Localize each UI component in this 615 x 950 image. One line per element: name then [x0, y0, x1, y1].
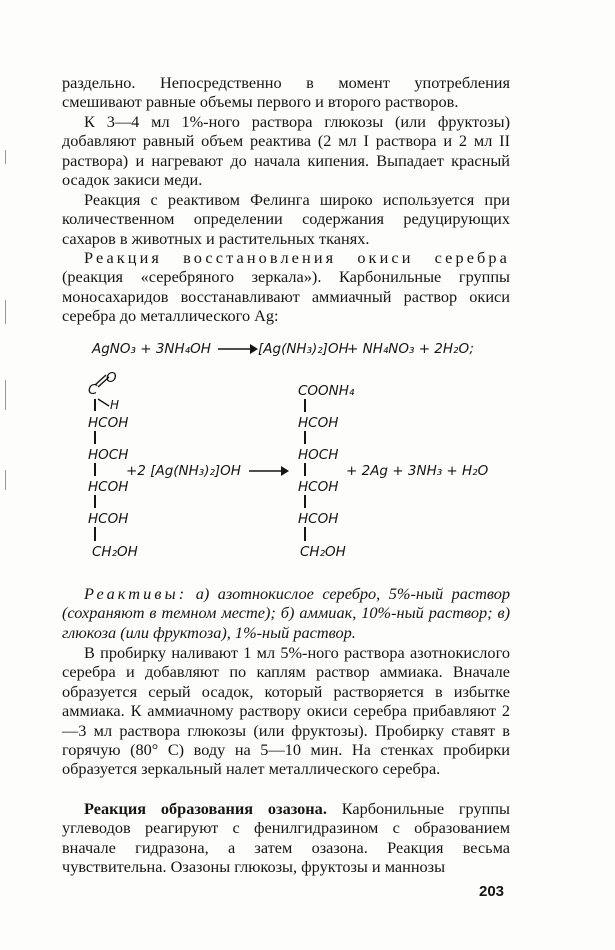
reagents-label: Реактивы: — [84, 584, 188, 603]
gluconate-row-2: HCOH — [298, 415, 339, 431]
gluconate-row-1: COONH₄ — [298, 383, 355, 399]
glucose-h: H — [110, 398, 120, 412]
bond-to-h-icon — [97, 398, 111, 408]
bond — [94, 463, 96, 476]
eq1-arrow-icon — [216, 342, 258, 356]
glucose-row-2: HOCH — [88, 447, 129, 463]
eq1-products: + NH₄NO₃ + 2H₂O; — [347, 341, 474, 357]
scan-artifact — [5, 150, 6, 164]
bond — [94, 495, 96, 508]
glucose-row-5: CH₂OH — [92, 544, 138, 560]
eq1-reactants: AgNO₃ + 3NH₄OH — [92, 341, 211, 357]
bond — [94, 527, 96, 541]
bond — [94, 399, 96, 411]
bond — [304, 399, 306, 412]
eq2-products: + 2Ag + 3NH₃ + H₂O — [346, 463, 489, 479]
scan-artifact — [5, 300, 6, 324]
bond — [304, 431, 306, 444]
bond — [304, 463, 306, 476]
bond — [94, 431, 96, 444]
paragraph-4 — [62, 248, 510, 326]
scan-artifact — [5, 380, 6, 410]
reagents-paragraph — [62, 584, 510, 642]
paragraph-2: К 3—4 мл 1%-ного раствора глюкозы (или фруктозы) добавляют равный объем реактива (2 мл I раствора и 2 мл II раствора) и нагревают до начала кипения. Выпадает красный осадок закиси меди. — [62, 112, 510, 190]
gluconate-row-6: CH₂OH — [300, 544, 346, 560]
page-number: 203 — [479, 883, 505, 900]
glucose-row-1: HCOH — [88, 415, 129, 431]
paragraph-3: Реакция с реактивом Фелинга широко используется при количественном определении содержания редуцирующих сахаров в животных и растительных тканях. — [62, 190, 510, 248]
glucose-row-3: HCOH — [88, 479, 129, 495]
eq1-complex: [Ag(NH₃)₂]OH — [258, 341, 349, 357]
gluconate-row-3: HOCH — [298, 447, 339, 463]
paragraph-6 — [62, 799, 510, 877]
glucose-c1: C — [88, 382, 98, 398]
paragraph-4-body: (реакция «серебряного зеркала»). Карбонильные группы моносахаридов восстанавливают аммиачный раствор окиси серебра до металлического Ag: — [62, 267, 510, 326]
gluconate-row-5: HCOH — [298, 511, 339, 527]
eq2-arrow-icon — [247, 464, 289, 478]
reagents-text: а) азотнокислое серебро, 5%-ный раствор (сохраняют в темном месте); б) аммиак, 10%-ный раствор; в) глюкоза (или фруктоза), 1%-ный раствор. — [62, 584, 510, 642]
section-heading-silver-mirror: Реакция восстановления окиси серебра — [84, 248, 510, 267]
glucose-row-4: HCOH — [88, 511, 129, 527]
bond — [304, 495, 306, 508]
paragraph-1: раздельно. Непосредственно в момент употребления смешивают равные объемы первого и второго растворов. — [62, 73, 510, 112]
paragraph-6-body: Карбонильные группы углеводов реагируют с фенилгидразином с образованием вначале гидразона, а затем озазона. Реакция весьма чувствительна. Озазоны глюкозы, фруктозы и маннозы — [62, 799, 510, 877]
scan-artifact — [5, 470, 6, 490]
eq2-reagent: +2 [Ag(NH₃)₂]OH — [126, 463, 241, 479]
section-heading-osazone: Реакция образования озазона. — [84, 799, 327, 818]
bond — [304, 527, 306, 541]
glucose-o: O — [106, 370, 117, 386]
gluconate-row-4: HCOH — [298, 479, 339, 495]
paragraph-5: В пробирку наливают 1 мл 5%-ного раствора азотнокислого серебра и добавляют по каплям раствор аммиака. Вначале образуется серый осадок, который растворяется в избытке аммиака. К аммиачному раствору окиси серебра прибавляют 2—3 мл раствора глюкозы (или фруктозы). Пробирку ставят в горячую (80° С) воду на 5—10 мин. На стенках пробирки образуется зеркальный налет металлического серебра. — [62, 643, 510, 779]
